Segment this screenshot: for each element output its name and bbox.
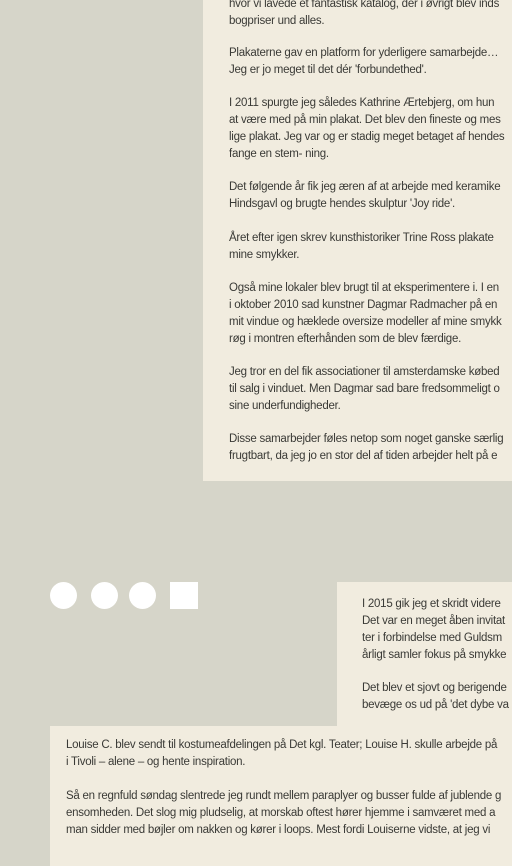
text-line: Også mine lokaler blev brugt til at eksperimentere i. I en — [229, 282, 499, 294]
text-line: lige plakat. Jeg var og er stadig meget betaget af hendes — [229, 131, 505, 143]
paragraph-10 — [362, 680, 509, 714]
slider-dot-1[interactable] — [50, 582, 77, 609]
slider-dot-2[interactable] — [91, 582, 118, 609]
paragraph-1 — [229, 0, 499, 30]
text-line: i oktober 2010 sad kunstner Dagmar Radmacher på en — [229, 299, 498, 311]
slider-dot-active[interactable] — [170, 582, 198, 609]
text-line: I 2015 gik jeg et skridt videre — [362, 598, 501, 610]
text-panel-top — [203, 0, 512, 481]
text-line: Disse samarbejder føles netop som noget ganske særlig — [229, 433, 504, 445]
text-line: ensomheden. Det slog mig pludselig, at morskab oftest hører hjemme i samværet med a — [66, 807, 496, 819]
text-line: Det blev et sjovt og berigende — [362, 682, 507, 694]
text-panel-middle — [337, 582, 512, 732]
text-line: bevæge os ud på 'det dybe va — [362, 699, 509, 711]
paragraph-6 — [229, 280, 501, 348]
text-line: hvor vi lavede et fantastisk katalog, der i øvrigt blev inds — [229, 0, 500, 10]
text-line: Louise C. blev sendt til kostumeafdelingen på Det kgl. Teater; Louise H. skulle arbejde på — [66, 739, 498, 751]
paragraph-12 — [66, 788, 501, 839]
paragraph-5 — [229, 230, 494, 264]
text-line: bogpriser und alles. — [229, 15, 325, 27]
text-line: mit vindue og hæklede oversize modeller af mine smykk — [229, 316, 502, 328]
text-line: Jeg er jo meget til det dér 'forbundethed'. — [229, 64, 427, 76]
text-line: frugtbart, da jeg jo en stor del af tiden arbejder helt på e — [229, 450, 498, 462]
text-line: Hindsgavl og brugte hendes skulptur 'Joy ride'. — [229, 198, 455, 210]
paragraph-8 — [229, 431, 503, 465]
paragraph-4 — [229, 179, 500, 213]
paragraph-2 — [229, 45, 498, 79]
text-line: Året efter igen skrev kunsthistoriker Trine Ross plakate — [229, 232, 494, 244]
text-line: I 2011 spurgte jeg således Kathrine Ærtebjerg, om hun — [229, 97, 495, 109]
text-line: til salg i vinduet. Men Dagmar sad bare fredsommeligt o — [229, 383, 500, 395]
slider-dot-3[interactable] — [129, 582, 156, 609]
text-line: Så en regnfuld søndag slentrede jeg rundt mellem paraplyer og busser fulde af jublende g — [66, 790, 502, 802]
text-line: sine underfundigheder. — [229, 400, 341, 412]
text-line: man sidder med bøjler om nakken og kører i loops. Mest fordi Louiserne vidste, at jeg vi — [66, 824, 491, 836]
text-line: ter i forbindelse med Guldsm — [362, 632, 503, 644]
paragraph-3 — [229, 95, 504, 163]
text-line: Plakaterne gav en platform for yderligere samarbejde… — [229, 47, 499, 59]
text-line: at være med på min plakat. Det blev den fineste og mes — [229, 114, 501, 126]
paragraph-9 — [362, 596, 506, 664]
text-line: mine smykker. — [229, 249, 300, 261]
text-line: Jeg tror en del fik associationer til amsterdamske købed — [229, 366, 500, 378]
paragraph-11 — [66, 737, 497, 771]
text-line: årligt samler fokus på smykke — [362, 649, 507, 661]
text-line: i Tivoli – alene – og hente inspiration. — [66, 756, 246, 768]
text-line: Det følgende år fik jeg æren af at arbejde med keramike — [229, 181, 501, 193]
paragraph-7 — [229, 364, 500, 415]
text-line: røg i montren efterhånden som de blev færdige. — [229, 333, 462, 345]
text-line: fange en stem- ning. — [229, 148, 329, 160]
text-line: Det var en meget åben invitat — [362, 615, 505, 627]
text-panel-bottom — [50, 726, 512, 866]
